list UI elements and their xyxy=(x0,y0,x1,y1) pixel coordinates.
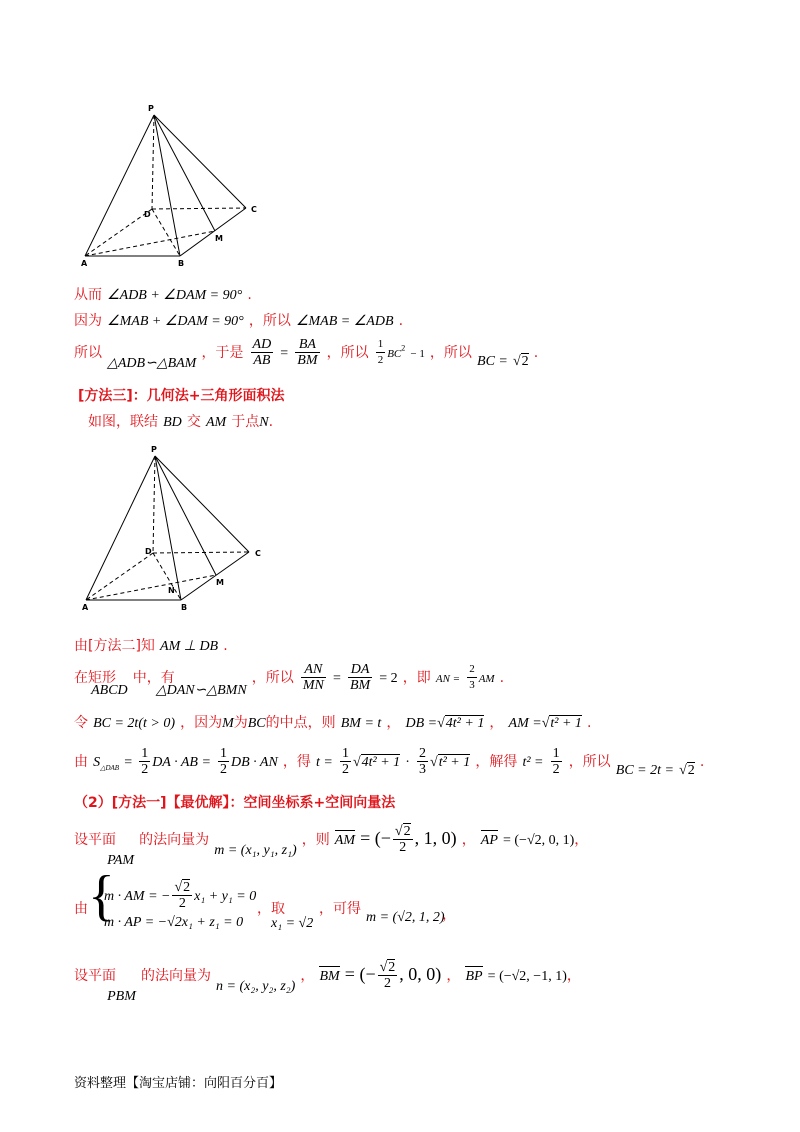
text: 由 xyxy=(74,754,88,770)
math: m = (√2, 1, 2) xyxy=(366,910,445,925)
method-3-heading: [方法三]：几何法+三角形面积法 xyxy=(78,388,285,404)
line-4 xyxy=(88,411,273,431)
math: = (− xyxy=(344,964,376,984)
text: . xyxy=(398,313,404,329)
vector-am: AM xyxy=(334,833,356,848)
math: △DAN∽△BMN xyxy=(155,683,247,698)
math: = (− xyxy=(360,828,391,848)
text: . xyxy=(699,754,705,770)
vector-bm: BM xyxy=(319,969,340,984)
line-2 xyxy=(74,310,403,330)
fraction: $\frac{1}{2}$ xyxy=(377,338,384,366)
math: 2 xyxy=(687,763,695,778)
text: 为 xyxy=(233,715,248,731)
text: . xyxy=(587,715,592,731)
fraction: $\frac{√2}{2}$ xyxy=(379,960,396,991)
text: ， xyxy=(386,715,401,731)
text: ， xyxy=(442,907,456,923)
math: M xyxy=(222,716,234,731)
math: m = (x₁, y₁, z₁) xyxy=(214,843,297,858)
math: BC xyxy=(247,716,266,731)
text: . xyxy=(533,345,539,361)
math: m · AM = − xyxy=(104,889,171,904)
line-10 xyxy=(74,960,581,1004)
text: 的法向量为 xyxy=(140,968,211,984)
line-6 xyxy=(74,662,505,698)
text: ，于是 xyxy=(201,345,244,361)
line-9 xyxy=(74,824,589,868)
text: ，得 xyxy=(282,754,311,770)
text: 从而 xyxy=(74,287,102,303)
math: = xyxy=(124,755,133,770)
text: 于点 xyxy=(231,414,260,430)
equation-1 xyxy=(104,880,256,911)
math: AM xyxy=(205,415,227,430)
math: AM = xyxy=(508,716,542,731)
math: BC = 2t(t > 0) xyxy=(93,716,175,731)
math: △ADB∽△BAM xyxy=(107,356,197,371)
fraction: $\frac{BA}{BM}$ xyxy=(297,337,318,368)
math: = (−√2, 0, 1) xyxy=(502,833,575,848)
text: ， xyxy=(300,968,315,984)
text: . xyxy=(499,670,505,686)
math: △DAB xyxy=(100,764,120,773)
text: 设平面 xyxy=(74,968,116,984)
text: ，所以 xyxy=(326,345,369,361)
pyramid-figure-1 xyxy=(78,100,268,270)
math: ABCD xyxy=(91,683,128,698)
text: ， xyxy=(489,715,504,731)
math: S xyxy=(93,755,101,770)
math: AM xyxy=(478,673,495,685)
vector-bp: BP xyxy=(465,969,483,984)
math: PBM xyxy=(107,989,136,1004)
text: ，取 xyxy=(257,901,285,917)
text: ，所以 xyxy=(251,670,294,686)
text: 的中点，则 xyxy=(265,715,336,731)
fraction: $\frac{AN}{MN}$ xyxy=(302,662,324,693)
math: DB · AN xyxy=(231,755,278,770)
math: = xyxy=(332,671,341,686)
math: AM ⊥ DB xyxy=(160,639,219,654)
text: ，则 xyxy=(301,832,330,848)
fig1-label-c: C xyxy=(251,205,257,214)
text: 所以 xyxy=(74,345,102,361)
fig2-label-m: M xyxy=(216,578,224,587)
math: = xyxy=(280,346,289,361)
math: n = (x₂, y₂, z₂) xyxy=(216,979,296,994)
brace: { xyxy=(88,865,115,927)
math: − 1 xyxy=(410,348,425,360)
text: ，因为 xyxy=(180,715,223,731)
math: PAM xyxy=(107,853,135,868)
fig1-label-b: B xyxy=(178,259,185,268)
fraction: $\frac{1}{2}$ xyxy=(220,746,227,777)
fraction: $\frac{DA}{BM}$ xyxy=(349,662,371,693)
text: ，所以 xyxy=(248,313,291,329)
math: BC = xyxy=(477,354,508,369)
text: . xyxy=(268,414,274,430)
pyramid-figure-2 xyxy=(80,442,270,614)
math: = (−√2, −1, 1) xyxy=(487,969,567,984)
math: ∠MAB = ∠ADB xyxy=(295,314,394,329)
text: 设平面 xyxy=(74,832,116,848)
page-footer: 资料整理【淘宝店铺：向阳百分百】 xyxy=(74,1076,283,1091)
math: 2 xyxy=(521,354,529,369)
math: t² = xyxy=(522,755,544,770)
text: ，即 xyxy=(402,670,431,686)
text: 的法向量为 xyxy=(139,832,210,848)
text: 由[方法二]知 xyxy=(74,638,155,654)
text: 中，有 xyxy=(132,670,175,686)
text: ， xyxy=(461,832,476,848)
math: 4t² + 1 xyxy=(361,755,401,770)
math: t² + 1 xyxy=(550,716,582,731)
math: ∠MAB + ∠DAM = 90° xyxy=(107,314,244,329)
text: 交 xyxy=(186,414,201,430)
text: 因为 xyxy=(74,313,102,329)
text: ， xyxy=(574,832,589,848)
fraction: $\frac{2}{3}$ xyxy=(419,746,427,777)
math: DB = xyxy=(405,716,438,731)
fraction: $\frac{AD}{AB}$ xyxy=(252,337,272,368)
text: ， xyxy=(566,968,581,984)
fig2-label-n: N xyxy=(168,586,175,595)
fraction: $\frac{2}{3}$ xyxy=(469,663,475,691)
text: ，所以 xyxy=(429,345,472,361)
math: x₁ + y₁ = 0 xyxy=(194,889,257,904)
math: AN = xyxy=(435,673,461,685)
line-8: 由 $S_{\triangle DAB}$ = $\frac{1}{2}$ DA · AB = $\frac{1}{2}$ DB · AN ，得 t = $\frac{1}{2}$ √4t² + 1 · $\frac{2}{3}$ √t² + 1 ，解得 t² = $\frac{1}{2}$ ，所以 BC = 2t = √2 . xyxy=(74,746,705,778)
math: , 1, 0) xyxy=(414,828,457,848)
math: 4t² + 1 xyxy=(445,716,485,731)
fraction: $\frac{√2}{2}$ xyxy=(174,880,191,911)
math: BD xyxy=(163,415,182,430)
math: BC = 2t = xyxy=(615,763,674,778)
line-1 xyxy=(74,284,252,304)
math: · xyxy=(405,755,410,770)
line-7: 令 BC = 2t(t > 0) ，因为M为BC的中点，则 BM = t ， DB =√4t² + 1 ， AM =√t² + 1 . xyxy=(74,715,592,731)
math: BM = t xyxy=(340,716,382,731)
equation-2: m · AP = −√2x₁ + z₁ = 0 xyxy=(104,915,244,930)
math: 2 xyxy=(401,343,406,353)
fig2-label-d: D xyxy=(145,547,152,556)
line-3: 所以 △ADB∽△BAM ，于是 $\frac{AD}{AB}$ = $\frac{BA}{BM}$ ，所以 $\frac{1}{2}$ $BC^2 - 1$ ，所以 BC = √2 . xyxy=(74,337,539,371)
fig1-label-m: M xyxy=(215,234,223,243)
math: x₁ = √2 xyxy=(271,916,314,931)
math: , 0, 0) xyxy=(399,964,442,984)
text: ，所以 xyxy=(568,754,611,770)
line-5 xyxy=(74,635,228,655)
fraction: $\frac{1}{2}$ xyxy=(141,746,149,777)
fig2-label-a: A xyxy=(82,603,89,612)
text: . xyxy=(247,287,252,303)
math: DA · AB = xyxy=(152,755,211,770)
part-2-heading: （2）[方法一]【最优解】：空间坐标系+空间向量法 xyxy=(74,795,396,811)
fig2-label-p: P xyxy=(151,445,157,454)
text: ，解得 xyxy=(475,754,518,770)
fig1-label-p: P xyxy=(148,104,154,113)
text: . xyxy=(223,638,228,654)
fig2-label-c: C xyxy=(255,549,261,558)
math: ∠ADB + ∠DAM = 90° xyxy=(107,288,243,303)
text: 令 xyxy=(74,715,88,731)
text: 由 xyxy=(74,901,88,917)
fraction: $\frac{√2}{2}$ xyxy=(394,824,411,855)
math: = 2 xyxy=(379,671,398,686)
text: 在矩形 xyxy=(74,670,116,686)
fig1-label-d: D xyxy=(144,210,151,219)
fraction: $\frac{1}{2}$ xyxy=(341,746,349,777)
fig1-label-a: A xyxy=(81,259,88,268)
text: ，可得 xyxy=(319,901,361,917)
math: t = xyxy=(316,755,333,770)
vector-ap: AP xyxy=(480,833,498,848)
fig2-label-b: B xyxy=(181,603,188,612)
text: ， xyxy=(446,968,461,984)
math: t² + 1 xyxy=(438,755,471,770)
math: N xyxy=(259,415,269,430)
math: BC xyxy=(387,348,402,360)
text: 如图，联结 xyxy=(88,414,158,430)
fraction: $\frac{1}{2}$ xyxy=(552,746,560,777)
